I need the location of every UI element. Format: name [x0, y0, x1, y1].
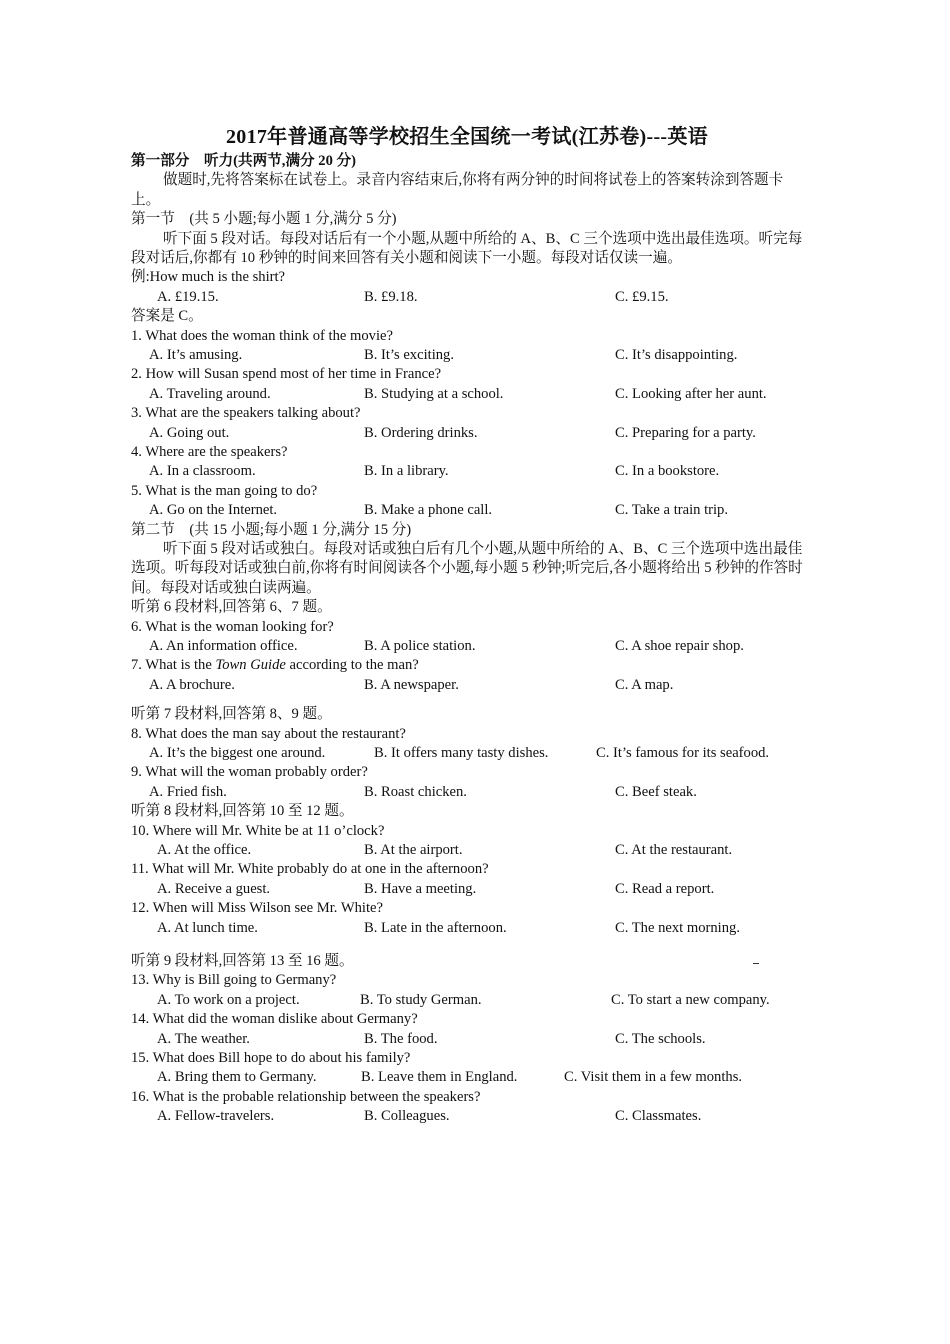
question-8: 8. What does the man say about the restaurant? — [131, 725, 406, 742]
option-c: C. The schools. — [615, 1030, 706, 1047]
option-b: B. Have a meeting. — [364, 880, 477, 897]
section1-heading: 第一节 (共 5 小题;每小题 1 分,满分 5 分) — [131, 211, 397, 228]
question-13-options — [131, 991, 803, 1010]
option-c: C. The next morning. — [615, 919, 740, 936]
question-5: 5. What is the man going to do? — [131, 482, 318, 499]
option-a: A. Fried fish. — [149, 783, 227, 800]
question-7 — [131, 656, 803, 675]
option-b: B. A police station. — [364, 638, 476, 655]
option-a: A. Receive a guest. — [157, 880, 271, 897]
section2-heading: 第二节 (共 15 小题;每小题 1 分,满分 15 分) — [131, 521, 412, 538]
question-5-options — [131, 501, 803, 520]
option-c: C. To start a new company. — [611, 991, 770, 1008]
question-8-options — [131, 744, 803, 763]
option-a: A. £19.15. — [157, 288, 219, 305]
option-b: B. A newspaper. — [364, 676, 459, 693]
question-7-options — [131, 676, 803, 695]
question-9-options — [131, 783, 803, 802]
option-a: A. Traveling around. — [149, 385, 271, 402]
question-6-options — [131, 637, 803, 656]
option-c: C. It’s disappointing. — [615, 347, 738, 364]
option-a: A. It’s amusing. — [149, 347, 243, 364]
option-a: A. Going out. — [149, 424, 230, 441]
option-c: C. A shoe repair shop. — [615, 638, 744, 655]
option-b: B. It’s exciting. — [364, 347, 454, 364]
option-b: B. To study German. — [360, 991, 482, 1008]
option-c: C. Visit them in a few months. — [564, 1069, 743, 1086]
question-7-text: 7. What is the — [131, 657, 216, 674]
section1-instruction: 听下面 5 段对话。每段对话后有一个小题,从题中所给的 A、B、C 三个选项中选出最佳选项。听完每段对话后,你都有 10 秒钟的时间来回答有关小题和阅读下一小题。每段对话仅读一遍。 — [131, 230, 803, 267]
stray-mark — [753, 963, 759, 964]
option-c: C. Take a train trip. — [615, 502, 728, 519]
option-b: B. At the airport. — [364, 842, 463, 859]
section2-instruction: 听下面 5 段对话或独白。每段对话或独白后有几个小题,从题中所给的 A、B、C 三个选项中选出最佳选项。听每段对话或独白前,你将有时间阅读各个小题,每小题 5 秒钟;听完后,各小题将给出 5 秒钟的作答时间。每段对话或独白读两遍。 — [131, 541, 803, 596]
option-b: B. The food. — [364, 1030, 438, 1047]
question-15: 15. What does Bill hope to do about his family? — [131, 1050, 411, 1067]
option-c: C. £9.15. — [615, 288, 669, 305]
question-2-options — [131, 385, 803, 404]
option-a: A. An information office. — [149, 638, 298, 655]
question-9: 9. What will the woman probably order? — [131, 764, 368, 781]
option-c: C. Looking after her aunt. — [615, 385, 767, 402]
option-b: B. £9.18. — [364, 288, 418, 305]
option-a: A. At lunch time. — [157, 919, 258, 936]
exam-page — [131, 122, 803, 1127]
question-7-italic-title: Town Guide — [215, 657, 286, 674]
question-14: 14. What did the woman dislike about Germany? — [131, 1011, 418, 1028]
question-14-options — [131, 1030, 803, 1049]
option-b: B. Leave them in England. — [361, 1069, 518, 1086]
question-15-options — [131, 1068, 803, 1087]
option-b: B. Roast chicken. — [364, 783, 467, 800]
option-a: A. The weather. — [157, 1030, 250, 1047]
example-question: 例:How much is the shirt? — [131, 269, 286, 286]
option-b: B. Make a phone call. — [364, 502, 493, 519]
material-7-heading: 听第 7 段材料,回答第 8、9 题。 — [131, 706, 332, 723]
example-answer: 答案是 C。 — [131, 308, 203, 325]
question-2: 2. How will Susan spend most of her time in France? — [131, 366, 442, 383]
question-13: 13. Why is Bill going to Germany? — [131, 972, 337, 989]
example-options — [131, 288, 803, 307]
option-b: B. It offers many tasty dishes. — [374, 745, 549, 762]
option-a: A. Go on the Internet. — [149, 502, 278, 519]
question-12-options — [131, 919, 803, 938]
option-c: C. Classmates. — [615, 1108, 702, 1125]
option-a: A. In a classroom. — [149, 463, 256, 480]
question-11-options — [131, 880, 803, 899]
question-3: 3. What are the speakers talking about? — [131, 405, 361, 422]
option-c: C. A map. — [615, 676, 674, 693]
question-12: 12. When will Miss Wilson see Mr. White? — [131, 900, 383, 917]
option-b: B. Colleagues. — [364, 1108, 450, 1125]
option-a: A. To work on a project. — [157, 991, 300, 1008]
option-b: B. Ordering drinks. — [364, 424, 478, 441]
material-9-heading: 听第 9 段材料,回答第 13 至 16 题。 — [131, 953, 354, 970]
option-c: C. Read a report. — [615, 880, 715, 897]
option-c: C. In a bookstore. — [615, 463, 720, 480]
option-b: B. In a library. — [364, 463, 449, 480]
option-a: A. It’s the biggest one around. — [149, 745, 326, 762]
question-10: 10. Where will Mr. White be at 11 o’clock? — [131, 822, 385, 839]
question-4-options — [131, 462, 803, 481]
question-7-text-end: according to the man? — [285, 657, 419, 674]
question-3-options — [131, 424, 803, 443]
question-16: 16. What is the probable relationship between the speakers? — [131, 1088, 481, 1105]
option-a: A. At the office. — [157, 842, 252, 859]
question-10-options — [131, 841, 803, 860]
material-6-heading: 听第 6 段材料,回答第 6、7 题。 — [131, 599, 332, 616]
option-b: B. Late in the afternoon. — [364, 919, 507, 936]
option-c: C. At the restaurant. — [615, 842, 733, 859]
option-a: A. Bring them to Germany. — [157, 1069, 317, 1086]
option-a: A. Fellow-travelers. — [157, 1108, 275, 1125]
question-16-options — [131, 1107, 803, 1126]
option-a: A. A brochure. — [149, 676, 235, 693]
option-c: C. Preparing for a party. — [615, 424, 756, 441]
option-b: B. Studying at a school. — [364, 385, 504, 402]
exam-title: 2017年普通高等学校招生全国统一考试(江苏卷)---英语 — [225, 126, 708, 148]
question-11: 11. What will Mr. White probably do at one in the afternoon? — [131, 861, 489, 878]
question-4: 4. Where are the speakers? — [131, 444, 288, 461]
question-1-options — [131, 346, 803, 365]
option-c: C. Beef steak. — [615, 783, 697, 800]
question-6: 6. What is the woman looking for? — [131, 618, 334, 635]
part1-heading: 第一部分 听力(共两节,满分 20 分) — [131, 153, 356, 169]
option-c: C. It’s famous for its seafood. — [596, 745, 770, 762]
part1-instruction: 做题时,先将答案标在试卷上。录音内容结束后,你将有两分钟的时间将试卷上的答案转涂到答题卡上。 — [131, 172, 784, 208]
question-1: 1. What does the woman think of the movie? — [131, 327, 393, 344]
material-8-heading: 听第 8 段材料,回答第 10 至 12 题。 — [131, 803, 354, 820]
